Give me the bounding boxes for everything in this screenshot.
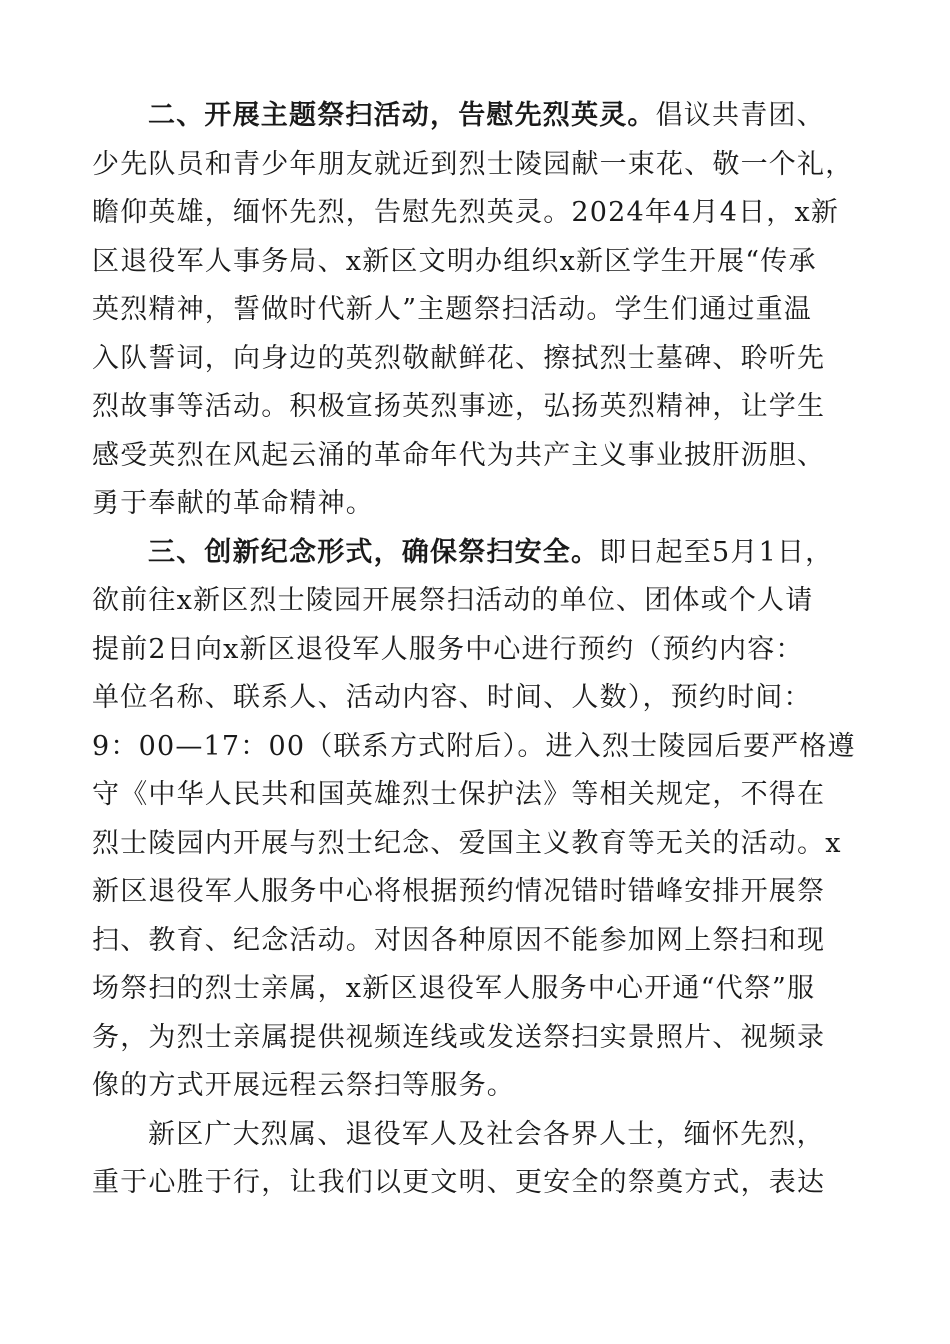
paragraph-line: 新区退役军人服务中心将根据预约情况错时错峰安排开展祭: [92, 876, 826, 907]
document-body: [92, 92, 862, 1208]
paragraph-line: 务，为烈士亲属提供视频连线或发送祭扫实景照片、视频录: [92, 1021, 826, 1053]
section3-heading: 三、创新纪念形式，确保祭扫安全。: [148, 536, 600, 568]
paragraph-line: 烈故事等活动。积极宣扬英烈事迹，弘扬英烈精神，让学生: [92, 391, 826, 422]
paragraph-line: 守《中华人民共和国英雄烈士保护法》等相关规定，不得在: [92, 779, 826, 810]
section2-heading: 二、开展主题祭扫活动，告慰先烈英灵。: [148, 100, 656, 131]
paragraph-line: 英烈精神，誓做时代新人”主题祭扫活动。学生们通过重温: [92, 294, 813, 325]
paragraph-line: 烈士陵园内开展与烈士纪念、爱国主义教育等无关的活动。x: [92, 827, 842, 859]
paragraph-line: 场祭扫的烈士亲属，x新区退役军人服务中心开通“代祭”服: [92, 973, 816, 1004]
paragraph-line: 重于心胜于行，让我们以更文明、更安全的祭奠方式，表达: [92, 1167, 826, 1198]
paragraph-line: 入队誓词，向身边的英烈敬献鲜花、擦拭烈士墓碑、聆听先: [92, 342, 826, 374]
paragraph-line: 9：00—17：00（联系方式附后）。进入烈士陵园后要严格遵: [92, 730, 856, 762]
paragraph-line: 欲前往x新区烈士陵园开展祭扫活动的单位、团体或个人请: [92, 585, 814, 616]
paragraph-line: 瞻仰英雄，缅怀先烈，告慰先烈英灵。2024年4月4日，x新: [92, 197, 840, 228]
paragraph-line: 提前2日向x新区退役军人服务中心进行预约（预约内容：: [92, 633, 804, 665]
paragraph-line: 扫、教育、纪念活动。对因各种原因不能参加网上祭扫和现: [92, 924, 826, 956]
paragraph-line: 感受英烈在风起云涌的革命年代为共产主义事业披肝沥胆、: [92, 439, 826, 471]
paragraph-line: 勇于奉献的革命精神。: [92, 488, 374, 519]
paragraph-line: 即日起至5月1日，: [599, 536, 834, 568]
paragraph-line: 新区广大烈属、退役军人及社会各界人士，缅怀先烈，: [148, 1118, 825, 1150]
paragraph-line: 像的方式开展远程云祭扫等服务。: [92, 1070, 515, 1101]
paragraph-line: 倡议共青团、: [655, 100, 825, 131]
section3-first-line: [92, 529, 862, 578]
paragraph-line: 少先队员和青少年朋友就近到烈士陵园献一束花、敬一个礼，: [92, 148, 854, 180]
paragraph-line: 区退役军人事务局、x新区文明办组织x新区学生开展“传承: [92, 245, 817, 277]
paragraph-line: 单位名称、联系人、活动内容、时间、人数），预约时间：: [92, 682, 812, 713]
section2-first-line: [92, 92, 862, 141]
